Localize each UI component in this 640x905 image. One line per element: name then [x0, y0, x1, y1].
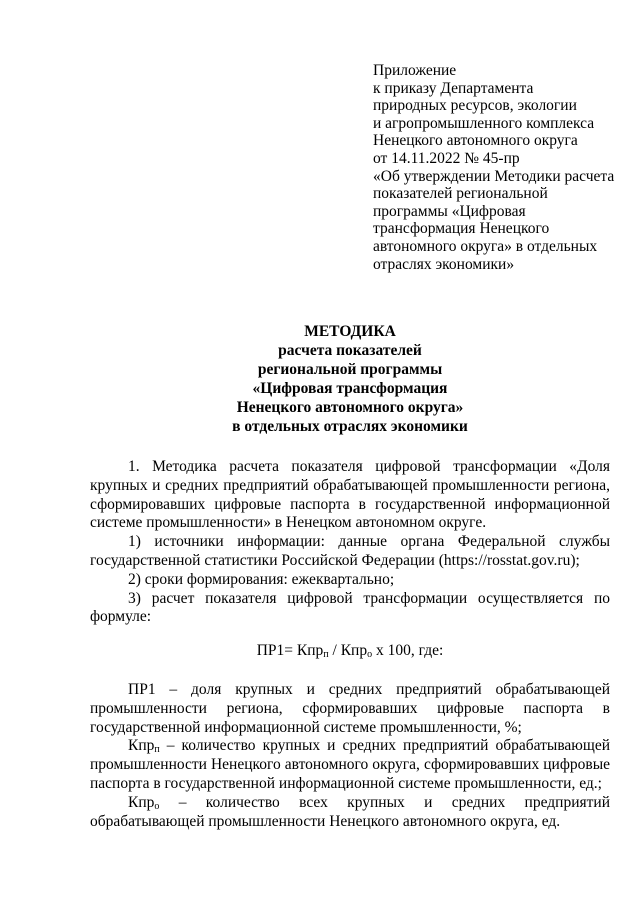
title-line: в отдельных отраслях экономики [232, 418, 468, 435]
title-line: МЕТОДИКА [304, 323, 396, 340]
formula [90, 642, 610, 661]
appendix-line: природных ресурсов, экологии [373, 97, 577, 115]
definition-pr1: ПР1 – доля крупных и средних предприятий обрабатывающей промышленности региона, сформировавших цифровые паспорта в государственной информационной системе промышленности, %; [90, 680, 610, 736]
definition-term-sub: п [154, 744, 160, 756]
definition-kpr-p [90, 737, 610, 793]
appendix-line: «Об утверждении Методики расчета [373, 167, 615, 185]
definition-kpr-o [90, 794, 610, 832]
document-body [90, 458, 610, 831]
document-title [90, 322, 610, 436]
appendix-line: и агропромышленного комплекса [373, 114, 595, 132]
formula-sub-p: п [323, 649, 329, 661]
appendix-line: Ненецкого автономного округа [373, 132, 578, 150]
title-line: Ненецкого автономного округа» [236, 399, 464, 416]
definition-text: – количество крупных и средних предприятий обрабатывающей промышленности Ненецкого автономного округа, сформировавших цифровые паспорта в государственной информационной системе промышленности, ед.; [90, 737, 610, 792]
definition-text: – количество всех крупных и средних предприятий обрабатывающей промышленности Ненецкого автономного округа, ед. [90, 793, 610, 830]
paragraph-timing: 2) сроки формирования: ежеквартально; [128, 570, 395, 588]
appendix-line: отраслях экономики» [373, 255, 515, 273]
appendix-line: трансформация Ненецкого [373, 220, 550, 238]
appendix-line: показателей региональной [373, 185, 548, 203]
formula-rhs: х 100, где: [372, 642, 444, 660]
paragraph-calculation: 3) расчет показателя цифровой трансформации осуществляется по формуле: [90, 589, 610, 626]
appendix-line: к приказу Департамента [373, 79, 534, 97]
appendix-line: от 14.11.2022 № 45-пр [373, 149, 520, 167]
appendix-line: Приложение [373, 62, 457, 79]
formula-mid: / Кпр [328, 642, 368, 660]
paragraph-methodology: 1. Методика расчета показателя цифровой трансформации «Доля крупных и средних предприятий обрабатывающей промышленности региона, сформировавших цифровые паспорта в государственной информационной системе промышленности» в Ненецком автономном округе. [90, 458, 610, 532]
paragraph-sources: 1) источники информации: данные органа Федеральной службы государственной статистики Российской Федерации (https://rosstat.gov.ru); [90, 533, 610, 569]
definition-term: Кпр [128, 793, 155, 811]
appendix-line: автономного округа» в отдельных [373, 237, 598, 255]
formula-sub-o: о [367, 649, 373, 661]
definition-term-sub: о [154, 800, 160, 812]
title-line: расчета показателей [278, 342, 422, 359]
formula-lhs: ПР1= Кпр [256, 642, 324, 660]
title-line: региональной программы [257, 361, 443, 378]
appendix-block [373, 62, 623, 273]
appendix-line: программы «Цифровая [373, 202, 526, 220]
definition-term: Кпр [128, 737, 155, 755]
title-line: «Цифровая трансформация [252, 380, 448, 397]
